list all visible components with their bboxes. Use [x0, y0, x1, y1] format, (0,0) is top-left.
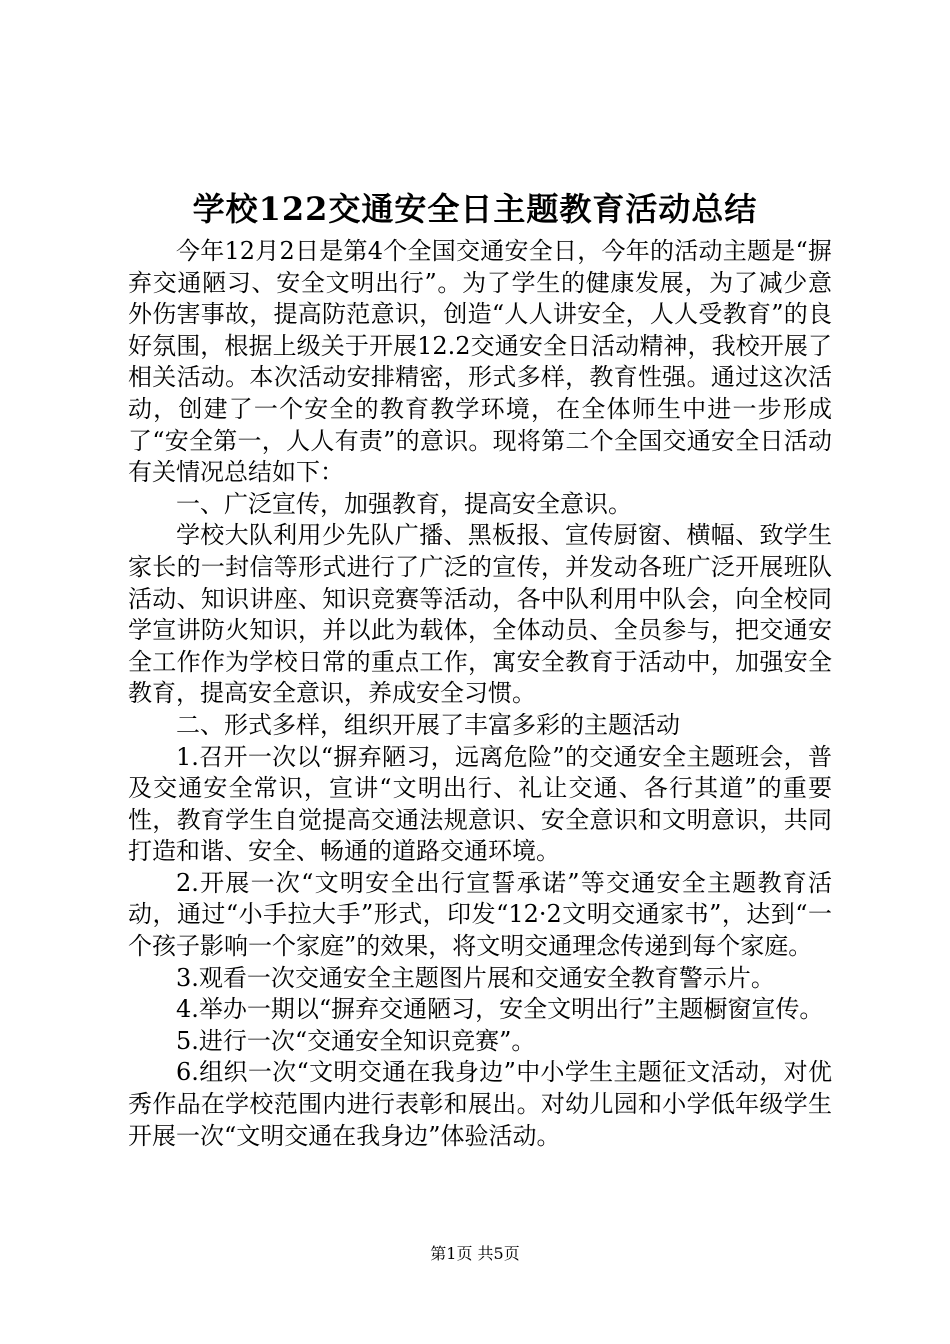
list-item-4: 4.举办一期以“摒弃交通陋习，安全文明出行”主题橱窗宣传。	[176, 995, 824, 1024]
list-item-6: 6.组织一次“文明交通在我身边”中小学生主题征文活动，对优秀作品在学校范围内进行表彰和展出。对幼儿园和小学低年级学生开展一次“文明交通在我身边”体验活动。	[128, 1058, 832, 1150]
list-item-1: 1.召开一次以“摒弃陋习，远离危险”的交通安全主题班会，普及交通安全常识，宣讲“文明出行、礼让交通、各行其道”的重要性，教育学生自觉提高交通法规意识、安全意识和文明意识，共同打造和谐、安全、畅通的道路交通环境。	[128, 742, 832, 866]
paragraph-intro: 今年12月2日是第4个全国交通安全日，今年的活动主题是“摒弃交通陋习、安全文明出行”。为了学生的健康发展，为了减少意外伤害事故，提高防范意识，创造“人人讲安全，人人受教育”的良好氛围，根据上级关于开展12.2交通安全日活动精神，我校开展了相关活动。本次活动安排精密，形式多样，教育性强。通过这次活动，创建了一个安全的教育教学环境，在全体师生中进一步形成了“安全第一，人人有责”的意识。现将第二个全国交通安全日活动有关情况总结如下：	[128, 237, 832, 487]
page-number-footer: 第1页 共5页	[430, 1244, 520, 1263]
document-title: 学校122交通安全日主题教育活动总结	[192, 190, 758, 228]
section-heading-2: 二、形式多样，组织开展了丰富多彩的主题活动	[176, 710, 680, 739]
section-heading-1: 一、广泛宣传，加强教育，提高安全意识。	[176, 489, 632, 518]
document-body	[128, 236, 832, 1152]
paragraph-publicity: 学校大队利用少先队广播、黑板报、宣传厨窗、横幅、致学生家长的一封信等形式进行了广泛的宣传，并发动各班广泛开展班队活动、知识讲座、知识竞赛等活动，各中队利用中队会，向全校同学宣讲防火知识，并以此为载体，全体动员、全员参与，把交通安全工作作为学校日常的重点工作，寓安全教育于活动中，加强安全教育，提高安全意识，养成安全习惯。	[128, 521, 832, 708]
list-item-2: 2.开展一次“文明安全出行宣誓承诺”等交通安全主题教育活动，通过“小手拉大手”形式，印发“12·2文明交通家书”，达到“一个孩子影响一个家庭”的效果，将文明交通理念传递到每个家庭。	[128, 868, 832, 961]
list-item-5: 5.进行一次“交通安全知识竞赛”。	[176, 1026, 536, 1055]
list-item-3: 3.观看一次交通安全主题图片展和交通安全教育警示片。	[176, 963, 775, 992]
